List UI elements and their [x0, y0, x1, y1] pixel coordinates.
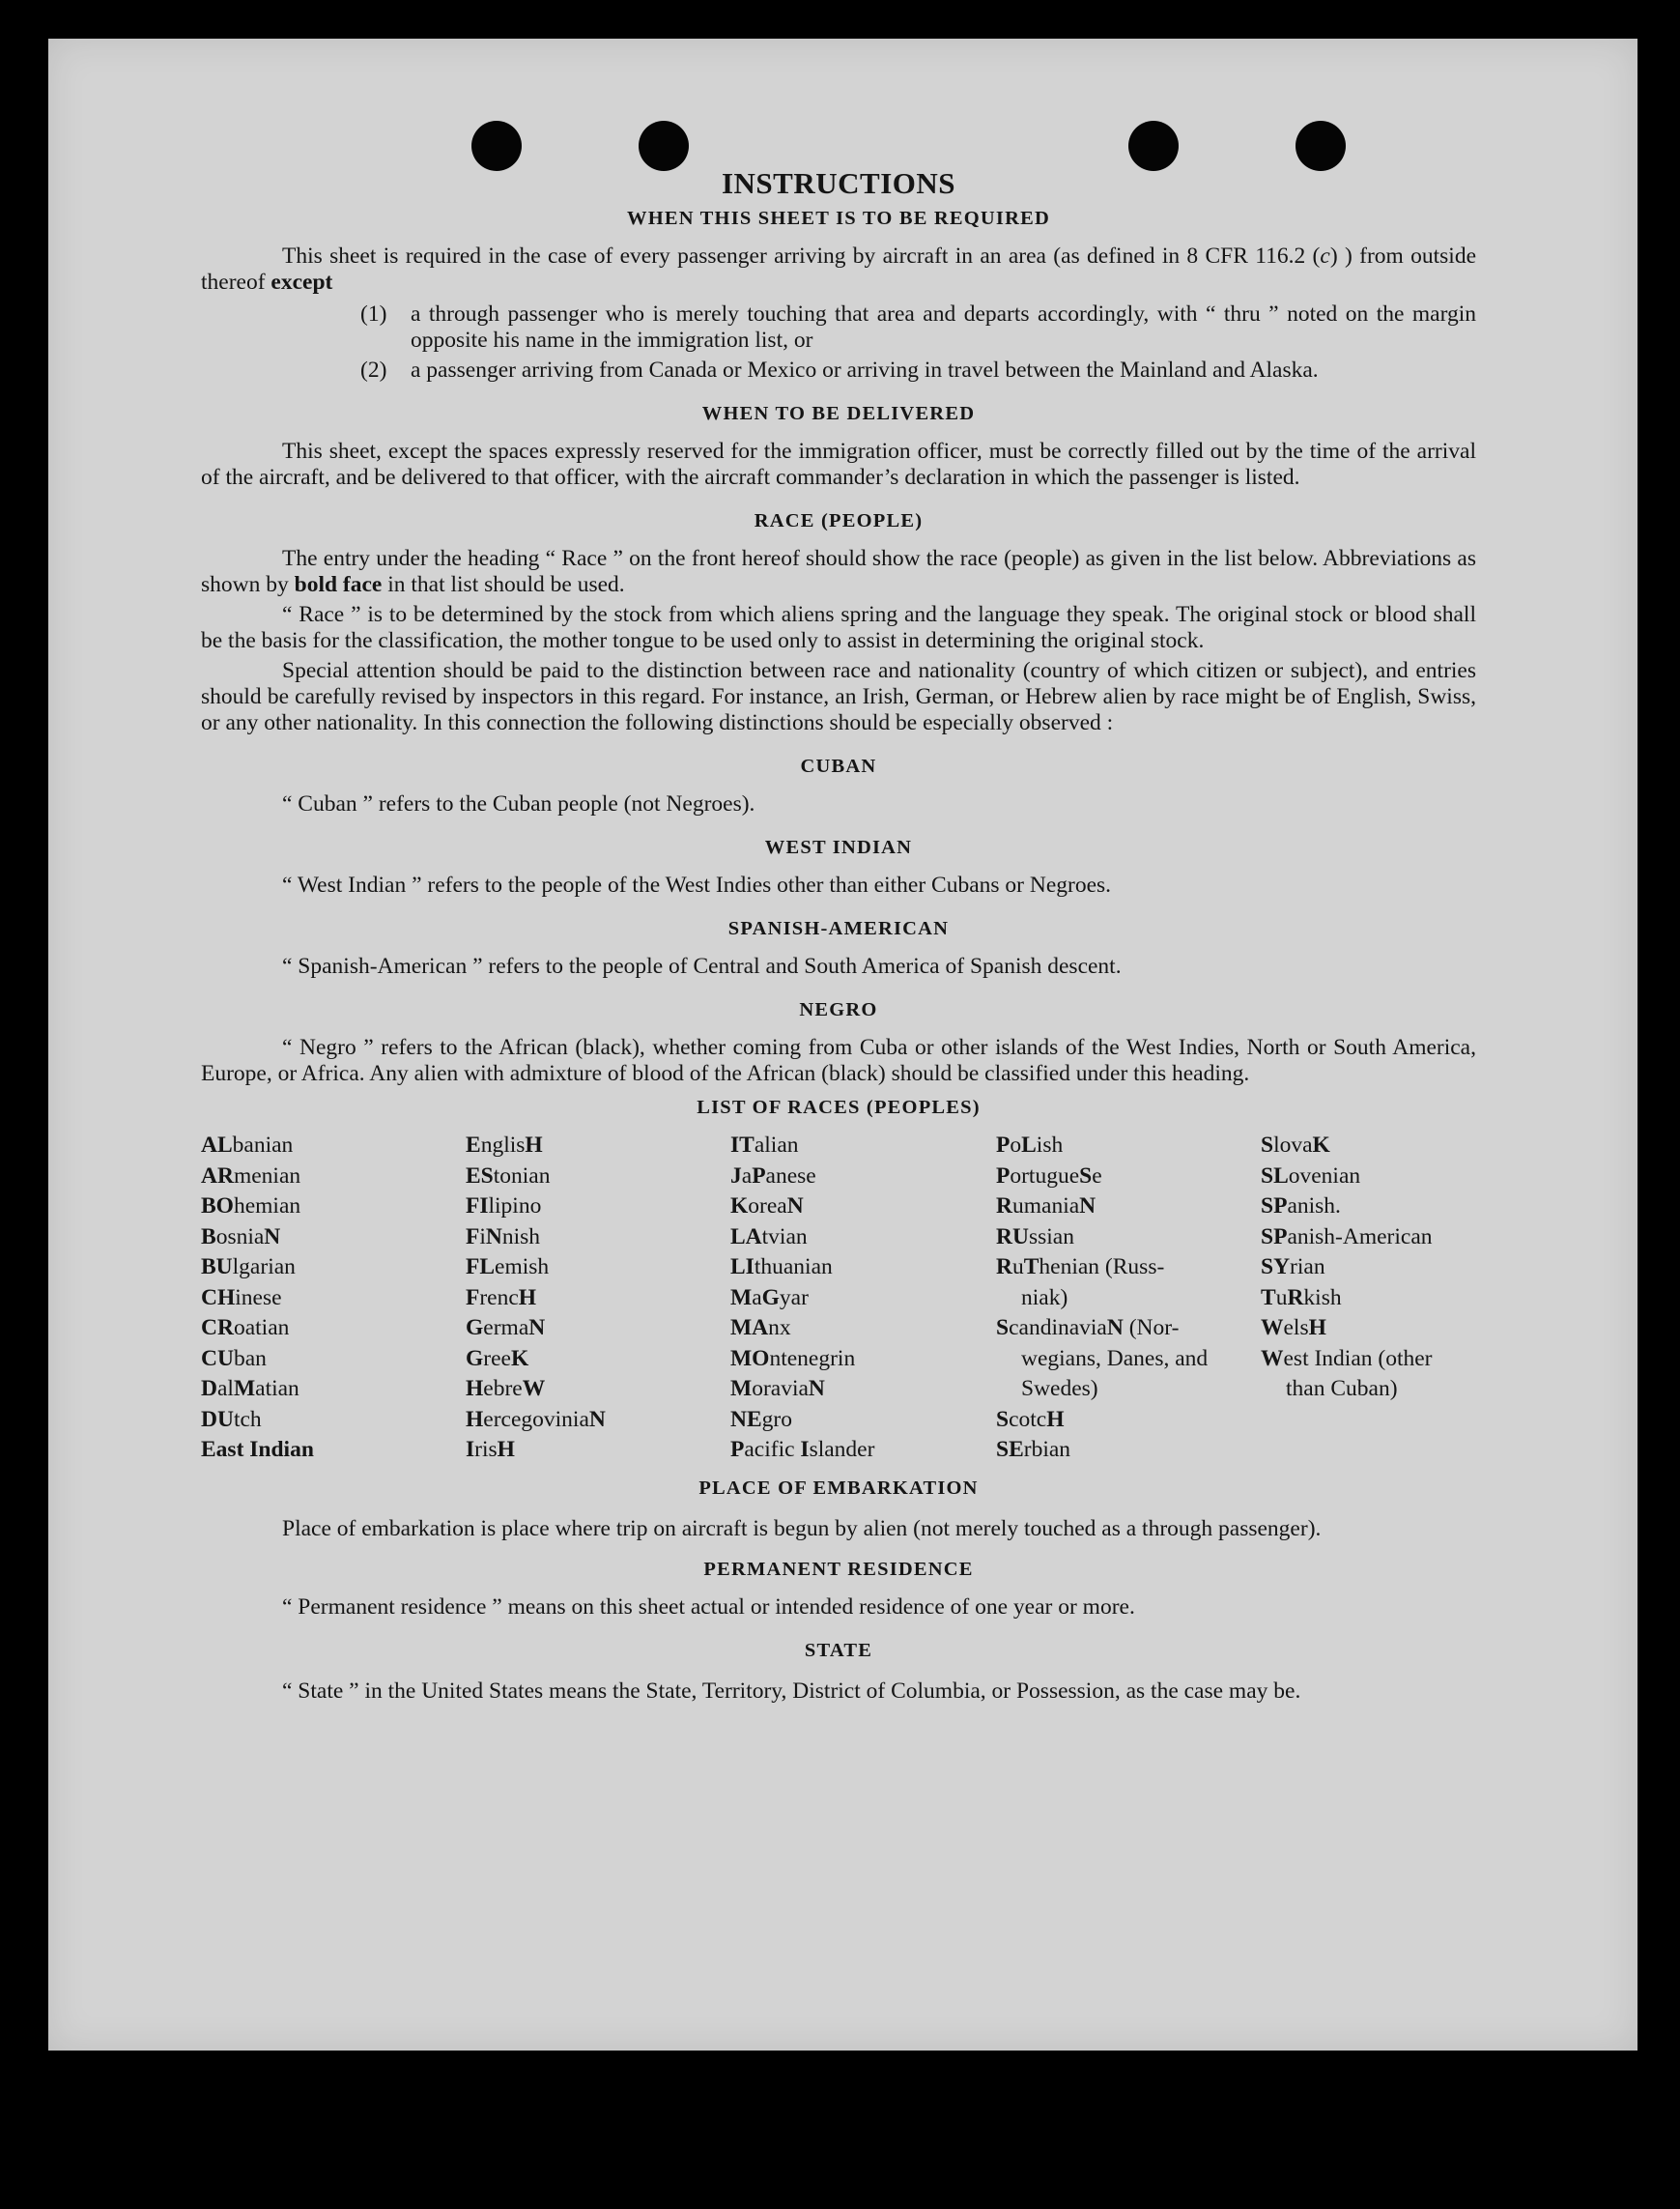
race-entry: LAtvian — [730, 1223, 808, 1249]
race-entry: CUban — [201, 1345, 267, 1371]
race-entry: BOhemian — [201, 1193, 301, 1219]
race-entry: FiNnish — [466, 1223, 541, 1249]
spanish-american-text: “ Spanish-American ” refers to the people of Central and South America of Spanish descent. — [282, 954, 1122, 979]
race-paragraph-3: Special attention should be paid to the distinction between race and nationality (country of which citizen or subject), and entries should be carefully revised by inspectors in this regard. For instance, an Irish, German, or Hebrew alien by race might be of English, Swiss, or any other nationality. In this connection the following distinctions should be especially observed : — [201, 658, 1476, 735]
section-heading-permanent-residence: PERMANENT RESIDENCE — [703, 1558, 974, 1580]
section-heading-negro: NEGRO — [799, 999, 878, 1020]
race-paragraph-2: “ Race ” is to be determined by the stock from which aliens spring and the language they speak. The original stock or blood shall be the basis for the classification, the mother tongue to be used only to assist in determining the original stock. — [201, 602, 1476, 653]
race-entry: Pacific Islander — [730, 1437, 875, 1462]
west-indian-text: “ West Indian ” refers to the people of the West Indies other than either Cubans or Negroes. — [282, 873, 1112, 898]
race-entry: SlovaK — [1261, 1133, 1330, 1158]
place-of-embarkation-text: Place of embarkation is place where trip on aircraft is begun by alien (not merely touched as a through passenger). — [282, 1515, 1322, 1541]
permanent-residence-text: “ Permanent residence ” means on this sheet actual or intended residence of one year or more. — [282, 1593, 1135, 1620]
race-entry: RuThenian (Russ- niak) — [996, 1254, 1165, 1310]
race-entry: ScotcH — [996, 1406, 1065, 1432]
race-entry: KoreaN — [730, 1193, 804, 1219]
race-entry: FLemish — [466, 1254, 550, 1279]
race-entry: LIthuanian — [730, 1254, 833, 1279]
when-delivered-text: This sheet, except the spaces expressly reserved for the immigration officer, must be correctly filled out by the time of the arrival of the aircraft, and be delivered to that officer, with the aircraft commander’s declaration in which the passenger is listed. — [201, 439, 1476, 490]
race-column — [730, 1131, 996, 1466]
race-entry: WelsH — [1261, 1315, 1326, 1340]
race-column — [466, 1131, 730, 1466]
race-entry: GreeK — [466, 1345, 529, 1371]
race-entry: PortugueSe — [996, 1162, 1102, 1189]
section-heading-state: STATE — [804, 1639, 873, 1661]
punch-hole — [1128, 121, 1179, 171]
race-entry: RumaniaN — [996, 1193, 1096, 1219]
state-text: “ State ” in the United States means the State, Territory, District of Columbia, or Possession, as the case may be. — [282, 1678, 1301, 1704]
race-entry: SYrian — [1261, 1254, 1325, 1279]
section-heading-spanish-american: SPANISH-AMERICAN — [727, 918, 950, 939]
race-entry: MOntenegrin — [730, 1345, 856, 1371]
race-paragraph-1: The entry under the heading “ Race ” on the front hereof should show the race (people) as given in the list below. Abbreviations as shown by bold face in that list should be used. — [201, 546, 1476, 597]
race-entry: West Indian (other than Cuban) — [1261, 1345, 1433, 1401]
race-entry: MoraviaN — [730, 1376, 825, 1401]
race-entry: EnglisH — [466, 1133, 543, 1158]
race-column — [1261, 1131, 1476, 1466]
race-entry: BosniaN — [201, 1223, 281, 1249]
race-entry: CRoatian — [201, 1315, 290, 1340]
race-entry: East Indian — [201, 1437, 314, 1462]
race-entry: NEgro — [730, 1406, 792, 1432]
race-entry: ScandinaviaN (Nor- wegians, Danes, and Swedes) — [996, 1315, 1209, 1401]
race-entry: BUlgarian — [201, 1254, 296, 1279]
race-entry: SErbian — [996, 1437, 1071, 1462]
section-heading-when-delivered: WHEN TO BE DELIVERED — [701, 403, 976, 424]
race-entry: FIlipino — [466, 1193, 542, 1219]
negro-text: “ Negro ” refers to the African (black), whether coming from Cuba or other islands of the West Indies, North or South America, Europe, or Africa. Any alien with admixture of blood of the African (black) should be classified under this heading. — [201, 1035, 1476, 1086]
race-entry: GermaN — [466, 1315, 546, 1340]
race-entry: FrencH — [466, 1284, 537, 1310]
race-entry: ITalian — [730, 1133, 799, 1158]
race-entry: JaPanese — [730, 1162, 816, 1189]
race-column — [996, 1131, 1261, 1466]
race-entry: MAnx — [730, 1315, 791, 1340]
race-entry: SLovenian — [1261, 1162, 1361, 1189]
race-entry: PoLish — [996, 1133, 1064, 1158]
page-title: INSTRUCTIONS — [721, 166, 955, 200]
race-entry: DUtch — [201, 1406, 262, 1432]
punch-hole — [471, 121, 522, 171]
race-column — [201, 1131, 466, 1466]
when-required-intro: This sheet is required in the case of every passenger arriving by aircraft in an area (as defined in 8 CFR 116.2 (c) ) from outside thereof except — [201, 244, 1477, 295]
race-entry: DalMatian — [201, 1376, 299, 1401]
race-entry: CHinese — [201, 1284, 282, 1310]
race-entry: SPanish. — [1261, 1193, 1341, 1219]
section-heading-race: RACE (PEOPLE) — [754, 510, 924, 531]
race-entry: RUssian — [996, 1223, 1074, 1249]
race-entry: ALbanian — [201, 1133, 294, 1158]
section-heading-cuban: CUBAN — [800, 756, 877, 777]
punch-hole — [639, 121, 689, 171]
race-entry: ARmenian — [201, 1162, 301, 1189]
race-entry: HebreW — [466, 1376, 546, 1401]
race-entry: MaGyar — [730, 1284, 809, 1310]
race-entry: SPanish-American — [1261, 1223, 1433, 1249]
section-heading-west-indian: WEST INDIAN — [764, 837, 913, 858]
punch-hole — [1296, 121, 1346, 171]
race-entry: TuRkish — [1261, 1284, 1342, 1310]
race-entry: EStonian — [466, 1162, 551, 1189]
section-heading-place-of-embarkation: PLACE OF EMBARKATION — [698, 1477, 979, 1499]
instructions-content — [201, 166, 1477, 1707]
race-entry: IrisH — [466, 1437, 515, 1462]
cuban-text: “ Cuban ” refers to the Cuban people (not Negroes). — [282, 791, 755, 817]
section-heading-list-of-races: LIST OF RACES (PEOPLES) — [697, 1097, 981, 1118]
race-entry: HercegoviniaN — [466, 1406, 606, 1432]
exception-item: (1) a through passenger who is merely touching that area and departs accordingly, with “ thru ” noted on the margin opposite his name in the immigration list, or — [360, 301, 1476, 353]
race-list — [201, 1131, 1476, 1466]
exception-item: (2) a passenger arriving from Canada or Mexico or arriving in travel between the Mainland and Alaska. — [360, 358, 1319, 383]
section-heading-when-required: WHEN THIS SHEET IS TO BE REQUIRED — [627, 208, 1050, 229]
